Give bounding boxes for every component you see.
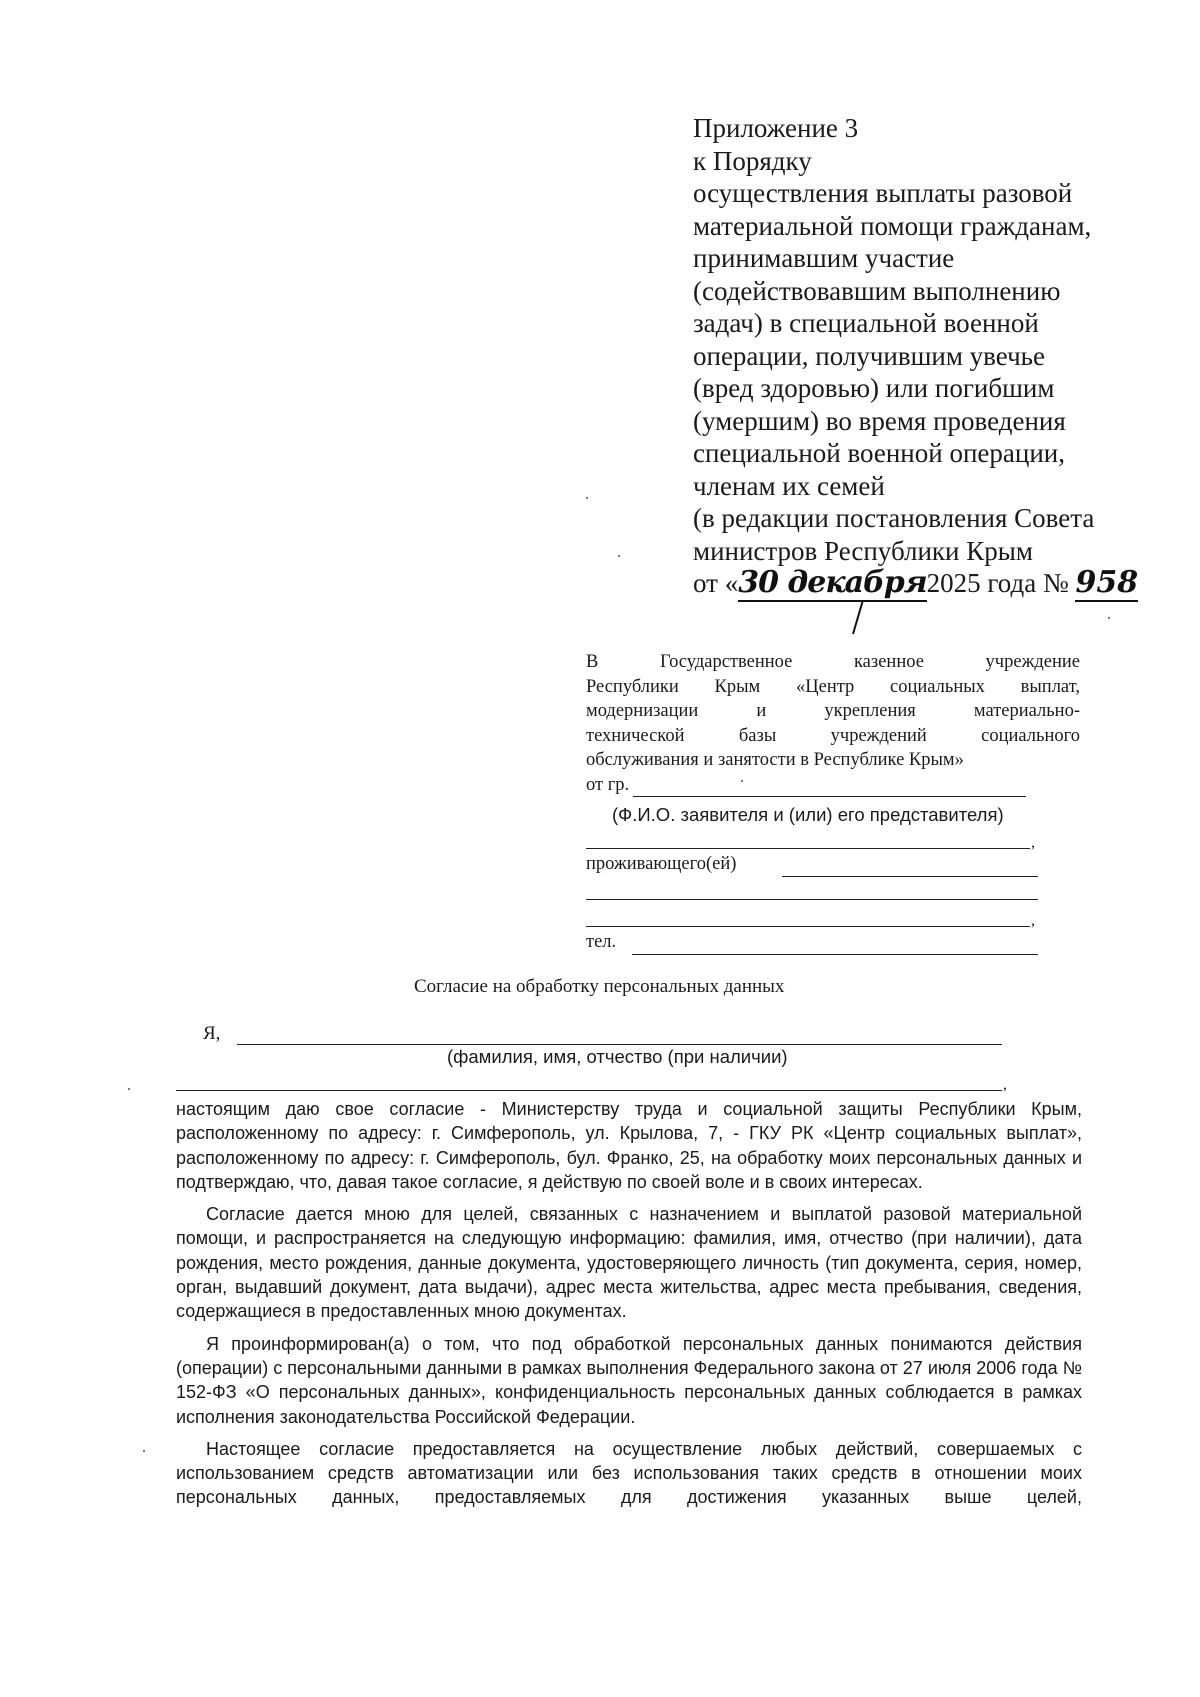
address-line-2[interactable]: [586, 899, 1038, 900]
address-line-3[interactable]: [586, 926, 1030, 927]
handwriting-stroke-icon: [841, 598, 871, 638]
appendix-line: (умершим) во время проведения: [693, 405, 1066, 436]
appendix-line: (вред здоровью) или погибшим: [693, 373, 1055, 403]
scan-speck: [128, 1088, 130, 1090]
consent-body: [176, 1097, 1082, 1518]
consent-paragraph: Я проинформирован(а) о том, что под обработкой персональных данных понимаются действия (операции) с персональными данными в рамках выполнения Федерального закона от 27 июля 2006 года № 152-ФЗ «О персональных данных», конфиденциальность персональных данных соблюдается в рамках исполнения законодательства Российской Федерации.: [176, 1333, 1082, 1427]
appendix-line: операции, получившим увечье: [693, 340, 1045, 371]
scan-speck: [1108, 617, 1110, 619]
scan-speck: [618, 555, 620, 557]
handwritten-date: 30 декабря: [738, 565, 927, 600]
residing-input-line[interactable]: [782, 876, 1038, 877]
scan-speck: [143, 1450, 145, 1452]
appendix-line: принимавшим участие: [693, 243, 955, 273]
comma-mark: ,: [1031, 834, 1035, 851]
appendix-line: задач) в специальной военной: [693, 308, 1039, 338]
addressee-line: технической базы учреждений социального: [586, 725, 1080, 746]
applicant-fio-caption: (Ф.И.О. заявителя и (или) его представителя): [612, 804, 1004, 825]
consent-title: Согласие на обработку персональных данных: [414, 976, 785, 997]
consent-paragraph: настоящим даю свое согласие - Министерству труда и социальной защиты Республики Крым, расположенному по адресу: г. Симферополь, ул. Крылова, 7, - ГКУ РК «Центр социальных выплат», расположенному по адресу: г. Симферополь, бул. Франко, 25, на обработку моих персональных данных и подтверждаю, что, давая такое согласие, я действую по своей воле и в своих интересах.: [176, 1099, 1082, 1192]
comma-mark: ,: [1031, 912, 1035, 929]
from-input-line[interactable]: [633, 778, 1026, 797]
phone-label: тел.: [586, 932, 617, 952]
from-field-row: [586, 773, 1026, 798]
appendix-line: Приложение 3: [693, 113, 859, 143]
appendix-line: материальной помощи гражданам,: [693, 210, 1092, 241]
full-name-input-line[interactable]: [237, 1044, 1002, 1045]
addressee-line: обслуживания и занятости в Республике Крым»: [586, 750, 964, 770]
date-prefix: от «: [693, 568, 739, 598]
appendix-line: членам их семей: [693, 470, 885, 501]
appendix-line: (содействовавшим выполнению: [693, 275, 1061, 306]
addressee-block: [586, 650, 1080, 797]
full-name-caption: (фамилия, имя, отчество (при наличии): [447, 1046, 788, 1067]
scan-speck: [586, 497, 588, 499]
addressee-line: В Государственное казенное учреждение: [586, 652, 1080, 672]
scan-speck: [741, 780, 743, 782]
consent-paragraph: Настоящее согласие предоставляется на осуществление любых действий, совершаемых с использованием средств автоматизации или без использования таких средств в отношении моих персональных данных, предоставляемых для достижения указанных выше целей,: [176, 1438, 1082, 1508]
addressee-line: модернизации и укрепления материально-: [586, 701, 1080, 721]
appendix-line: министров Республики Крым: [693, 535, 1033, 566]
applicant-extra-line[interactable]: [586, 848, 1030, 849]
appendix-line: к Порядку: [693, 145, 812, 176]
appendix-line: специальной военной операции,: [693, 438, 1065, 468]
consent-paragraph: Согласие дается мною для целей, связанных с назначением и выплатой разовой материальной помощи, и распространяется на следующую информацию: фамилия, имя, отчество (при наличии), дата рождения, место рождения, данные документа, удостоверяющего личность (тип документа, серия, номер, орган, выдавший документ, дата выдачи), адрес места жительства, адрес места пребывания, сведения, содержащиеся в предоставленных мною документах.: [176, 1204, 1082, 1322]
from-label: от гр.: [586, 774, 630, 795]
addressee-line: Республики Крым «Центр социальных выплат,: [586, 676, 1080, 697]
appendix-line: осуществления выплаты разовой: [693, 178, 1073, 208]
ya-label: Я,: [203, 1023, 221, 1044]
date-suffix: 2025 года №: [926, 568, 1069, 598]
phone-input-line[interactable]: [632, 954, 1038, 955]
appendix-header: [693, 112, 1163, 600]
full-name-extra-line[interactable]: [176, 1090, 1002, 1091]
residing-label: проживающего(ей): [586, 854, 737, 874]
handwritten-number: 958: [1075, 565, 1139, 600]
appendix-date-line: [693, 567, 1163, 600]
appendix-line: (в редакции постановления Совета: [693, 503, 1095, 533]
comma-mark: ,: [1003, 1076, 1007, 1093]
